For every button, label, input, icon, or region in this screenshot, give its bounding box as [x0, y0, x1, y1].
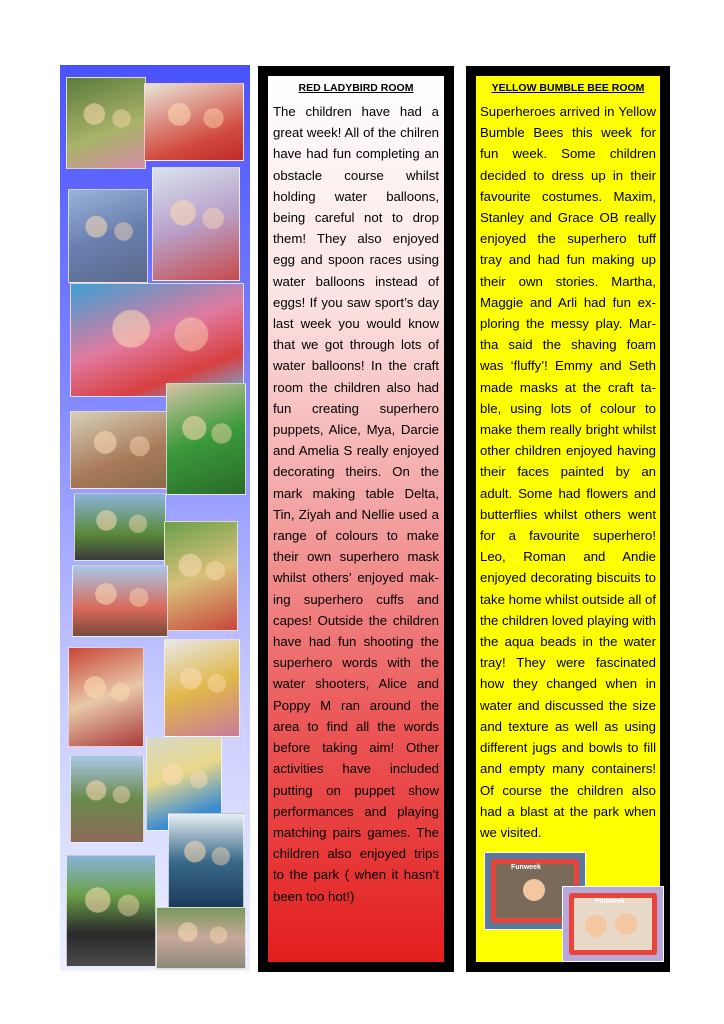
red-ladybird-content: [268, 76, 444, 962]
funweek-label-1: Funweek: [511, 864, 541, 871]
photo-funweek-frame-2: [562, 886, 664, 962]
photo-craft-table: [70, 411, 170, 489]
funweek-label-2: Funweek: [595, 898, 625, 905]
photo-park-children: [72, 565, 168, 637]
photo-child-hat-garden: [168, 813, 244, 909]
photo-face-paint-group: [70, 283, 244, 397]
child-face: [523, 879, 545, 901]
yellow-bumblebee-panel: [466, 66, 670, 972]
photo-water-tray: [152, 167, 240, 281]
yellow-bumblebee-content: [476, 76, 660, 962]
photo-boy-abacus: [164, 521, 238, 631]
child-face: [615, 913, 637, 935]
red-ladybird-title: RED LADYBIRD ROOM: [298, 82, 414, 94]
photo-girl-slide: [164, 639, 240, 737]
photo-superhero-boys: [166, 383, 246, 495]
photo-swing: [70, 755, 144, 843]
photo-children-table: [144, 83, 244, 161]
photo-climbing-frame: [74, 493, 166, 561]
photo-child-picnic: [66, 77, 146, 169]
yellow-bumblebee-title: YELLOW BUMBLE BEE ROOM: [491, 82, 645, 94]
red-ladybird-text: The children have had a great week! All of the chilren have had fun completing an obstacle course whilst holding water balloons, being careful not to drop them! They also enjoyed egg and spoon races using water balloons instead of eggs! If you saw sport’s day last week you would know that we got through lots of water balloons! In the craft room the children also had fun creating superhero puppets, Alice, Mya, Darcie and Amelia S really enjoyed decorating theirs. On the mark making table Delta, Tin, Ziyah and Nellie used a range of colours to make their own superhero mask whilst others’ enjoyed making superhero cuffs and capes! Outside the children have had fun shooting the superhero words with the water shooters, Alice and Poppy M ran around the area to find all the words before taking aim! Other activities have included putting on puppet show performances and playing matching pairs games. The children also enjoyed trips to the park ( when it hasn’t been too hot!): [273, 104, 439, 904]
photo-child-balloons: [68, 189, 148, 283]
photo-boy-playdough: [68, 647, 144, 747]
photo-collage: [60, 65, 250, 971]
red-ladybird-panel: [258, 66, 454, 972]
child-face: [585, 915, 607, 937]
photo-tuff-tray-group: [66, 855, 156, 967]
yellow-bumblebee-text: Superheroes arrived in Yellow Bumble Bees this week for fun week. Some children decided to dress up in their favourite costumes. Maxim, Stanley and Grace OB really enjoyed the superhero tuff tray and had fun making up their own stories. Martha, Maggie and Arli had fun exploring the messy play. Martha said the shaving foam was ‘fluffy’! Emmy and Seth made masks at the craft table, using lots of colour to make them really bright whilst other children enjoyed having their faces painted by an adult. Some had flowers and butterflies whilst others went for a favourite superhero! Leo, Roman and Andie enjoyed decorating biscuits to take home whilst outside all of the children loved playing with the aqua beads in the water tray! They were fascinated how they changed when in water and discussed the size and texture as well as using different jugs and bowls to fill and empty many containers! Of course the children also had a blast at the park when we visited.: [480, 104, 656, 840]
photo-children-garden: [156, 907, 246, 969]
